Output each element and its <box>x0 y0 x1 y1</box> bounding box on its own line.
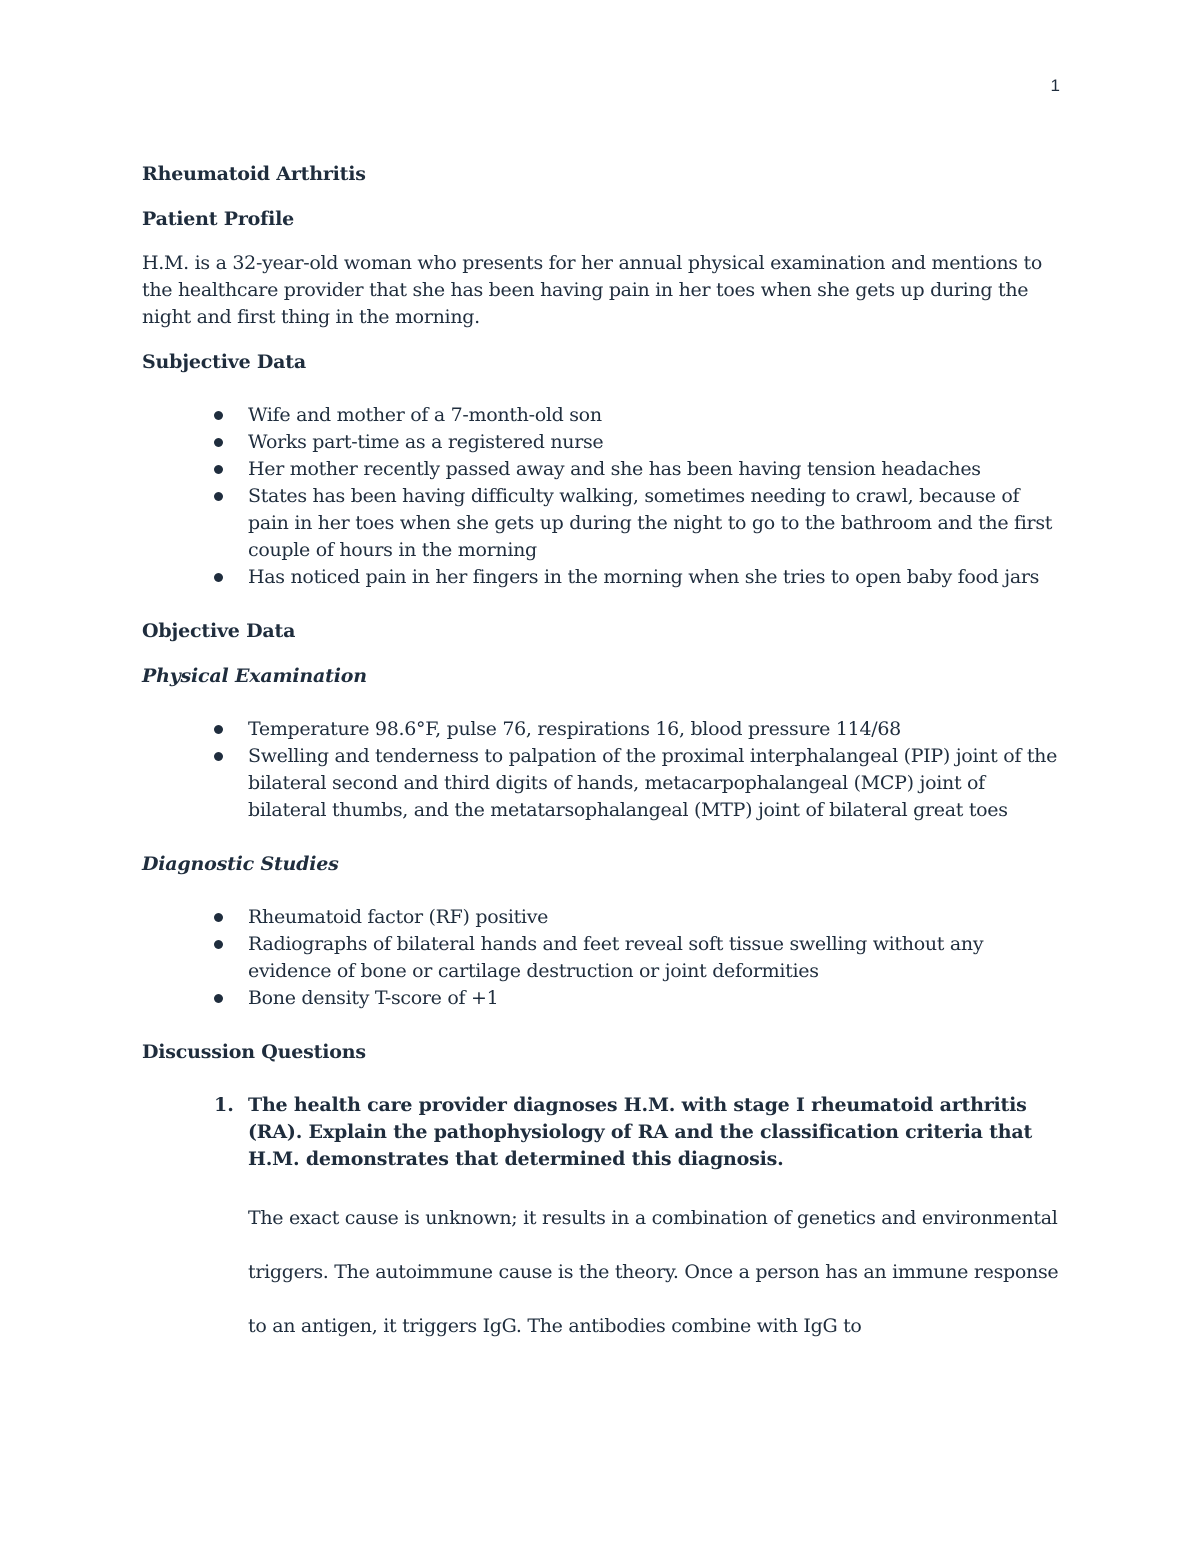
question-number: 1. <box>214 1094 234 1116</box>
list-item-text: Temperature 98.6°F, pulse 76, respirations 16, blood pressure 114/68 <box>248 718 901 740</box>
bullet-icon <box>214 465 223 474</box>
physical-examination-heading: Physical Examination <box>142 665 367 687</box>
list-item-text: Rheumatoid factor (RF) positive <box>248 906 549 928</box>
question-item <box>142 1092 1062 1353</box>
list-item <box>142 564 1062 591</box>
patient-profile-heading: Patient Profile <box>142 208 295 230</box>
diagnostic-studies-heading: Diagnostic Studies <box>142 853 339 875</box>
list-item-text: Wife and mother of a 7-month-old son <box>248 404 602 426</box>
bullet-icon <box>214 725 223 734</box>
list-item <box>142 716 1062 743</box>
bullet-icon <box>214 411 223 420</box>
list-item-text: Works part-time as a registered nurse <box>248 431 604 453</box>
bullet-icon <box>214 913 223 922</box>
physical-examination-list <box>142 716 1062 824</box>
list-item-text: Swelling and tenderness to palpation of the proximal interphalangeal (PIP) joint of the bilateral second and third digits of hands, metacarpophalangeal (MCP) joint of bilateral thumbs, and the metatarsophalangeal (MTP) joint of bilateral great toes <box>248 745 1058 821</box>
list-item <box>142 931 1062 985</box>
list-item <box>142 402 1062 429</box>
answer-text: The exact cause is unknown; it results in a combination of genetics and environmental triggers. The autoimmune cause is the theory. Once a person has an immune response to an antigen, it triggers IgG. The antibodies combine with IgG to <box>248 1207 1059 1337</box>
subjective-data-list <box>142 402 1062 591</box>
bullet-icon <box>214 492 223 501</box>
document-title: Rheumatoid Arthritis <box>142 163 366 185</box>
bullet-icon <box>214 940 223 949</box>
list-item-text: Has noticed pain in her fingers in the morning when she tries to open baby food jars <box>248 566 1040 588</box>
discussion-questions-heading: Discussion Questions <box>142 1041 366 1063</box>
page-number: 1 <box>1050 76 1060 95</box>
list-item-text: States has been having difficulty walking, sometimes needing to crawl, because of pain in her toes when she gets up during the night to go to the bathroom and the first couple of hours in the morning <box>248 485 1053 561</box>
document-body <box>142 160 1062 1353</box>
bullet-icon <box>214 573 223 582</box>
objective-data-heading: Objective Data <box>142 620 296 642</box>
list-item-text: Bone density T-score of +1 <box>248 987 499 1009</box>
question-text: The health care provider diagnoses H.M. with stage I rheumatoid arthritis (RA). Explain the pathophysiology of RA and the classification criteria that H.M. demonstrates that determined this diagnosis. <box>248 1094 1033 1170</box>
list-item <box>142 743 1062 824</box>
bullet-icon <box>214 438 223 447</box>
list-item <box>142 985 1062 1012</box>
list-item <box>142 429 1062 456</box>
diagnostic-studies-list <box>142 904 1062 1012</box>
bullet-icon <box>214 994 223 1003</box>
list-item <box>142 483 1062 564</box>
list-item <box>142 904 1062 931</box>
patient-profile-text: H.M. is a 32-year-old woman who presents for her annual physical examination and mentions to the healthcare provider that she has been having pain in her toes when she gets up during the night and first thing in the morning. <box>142 252 1042 328</box>
list-item <box>142 456 1062 483</box>
list-item-text: Radiographs of bilateral hands and feet reveal soft tissue swelling without any evidence of bone or cartilage destruction or joint deformities <box>248 933 984 982</box>
bullet-icon <box>214 752 223 761</box>
subjective-data-heading: Subjective Data <box>142 351 306 373</box>
list-item-text: Her mother recently passed away and she has been having tension headaches <box>248 458 981 480</box>
